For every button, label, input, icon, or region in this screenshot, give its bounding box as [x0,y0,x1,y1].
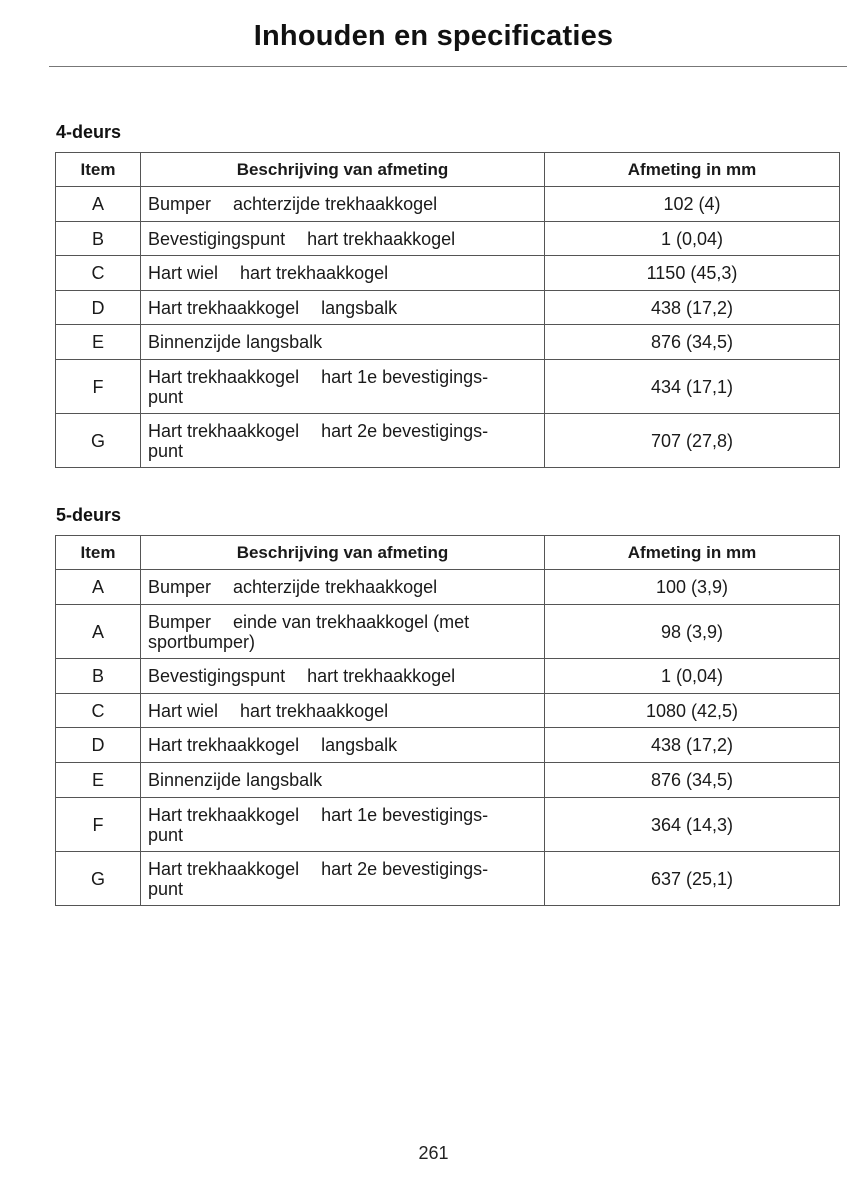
desc-from: Hart trekhaakkogel [148,297,300,318]
section-heading-4-door: 4-deurs [56,122,122,142]
row-value: 876 (34,5) [545,325,840,360]
table-header-row [56,536,840,570]
table-row [56,570,840,605]
row-value: 707 (27,8) [545,414,840,468]
page-number: 261 [418,1143,449,1163]
table-row [56,763,840,798]
desc-to: hart trekhaakkogel [240,263,389,283]
row-description [141,222,545,256]
row-item: F [56,360,141,414]
row-description [141,852,545,906]
spec-table-4-door [55,152,840,468]
row-value: 100 (3,9) [545,570,840,605]
row-description [141,659,545,694]
desc-from: Bumper [148,611,212,632]
row-description [141,414,545,468]
row-value: 1 (0,04) [545,659,840,694]
row-item: C [56,256,141,291]
row-value: 364 (14,3) [545,798,840,852]
desc-continuation: punt [148,440,184,461]
table-row [56,187,840,222]
row-description [141,798,545,852]
desc-from: Hart trekhaakkogel [148,420,300,441]
header-value: Afmeting in mm [545,153,840,187]
row-description [141,187,545,222]
desc-from: Hart trekhaakkogel [148,804,300,825]
desc-from: Hart trekhaakkogel [148,366,300,387]
desc-from: Bevestigingspunt [148,228,286,249]
table-row [56,694,840,728]
desc-to: hart trekhaakkogel [307,666,456,686]
desc-to: langsbalk [321,297,398,318]
row-item: D [56,728,141,763]
header-item: Item [56,536,141,570]
header-value: Afmeting in mm [545,536,840,570]
table-row [56,798,840,852]
table-row [56,659,840,694]
row-item: A [56,187,141,222]
row-value: 1 (0,04) [545,222,840,256]
desc-from: Hart trekhaakkogel [148,858,300,879]
table-row [56,325,840,360]
desc-from: Binnenzijde langsbalk [148,332,323,352]
row-value: 102 (4) [545,187,840,222]
row-value: 434 (17,1) [545,360,840,414]
header-item: Item [56,153,141,187]
row-value: 438 (17,2) [545,728,840,763]
row-value: 876 (34,5) [545,763,840,798]
row-value: 438 (17,2) [545,291,840,325]
row-description [141,570,545,605]
row-item: B [56,659,141,694]
desc-to: hart 2e bevestigings- [321,858,489,879]
row-item: C [56,694,141,728]
row-item: B [56,222,141,256]
desc-continuation: punt [148,824,184,845]
section-heading-5-door: 5-deurs [56,505,122,525]
desc-to: hart trekhaakkogel [307,228,456,249]
row-description [141,763,545,798]
desc-continuation: punt [148,878,184,899]
table-row [56,291,840,325]
desc-from: Hart trekhaakkogel [148,735,300,755]
desc-from: Bevestigingspunt [148,666,286,686]
desc-continuation: punt [148,386,184,407]
row-description [141,728,545,763]
desc-from: Binnenzijde langsbalk [148,770,323,790]
row-description [141,360,545,414]
desc-to: hart 1e bevestigings- [321,804,489,825]
row-item: E [56,763,141,798]
row-item: A [56,570,141,605]
desc-to: hart trekhaakkogel [240,700,389,721]
spec-table-5-door [55,535,840,906]
row-item: G [56,852,141,906]
table-row [56,222,840,256]
row-description [141,256,545,291]
row-value: 98 (3,9) [545,605,840,659]
header-description: Beschrijving van afmeting [141,536,545,570]
row-description [141,291,545,325]
desc-to: hart 2e bevestigings- [321,420,489,441]
row-value: 1150 (45,3) [545,256,840,291]
desc-to: hart 1e bevestigings- [321,366,489,387]
page-title: Inhouden en specificaties [253,20,614,52]
table-header-row [56,153,840,187]
desc-to: langsbalk [321,735,398,755]
desc-from: Bumper [148,194,212,214]
desc-to: einde van trekhaakkogel (met [233,611,470,632]
row-description [141,605,545,659]
row-item: E [56,325,141,360]
title-divider [49,66,847,67]
row-item: G [56,414,141,468]
row-value: 637 (25,1) [545,852,840,906]
desc-continuation: sportbumper) [148,631,256,652]
desc-to: achterzijde trekhaakkogel [233,194,438,214]
table-row [56,605,840,659]
desc-from: Bumper [148,577,212,597]
header-description: Beschrijving van afmeting [141,153,545,187]
row-description [141,325,545,360]
row-item: D [56,291,141,325]
table-row [56,728,840,763]
row-description [141,694,545,728]
table-row [56,852,840,906]
row-item: F [56,798,141,852]
table-row [56,414,840,468]
desc-from: Hart wiel [148,263,219,283]
table-row [56,256,840,291]
desc-to: achterzijde trekhaakkogel [233,577,438,597]
row-item: A [56,605,141,659]
table-row [56,360,840,414]
row-value: 1080 (42,5) [545,694,840,728]
desc-from: Hart wiel [148,700,219,721]
